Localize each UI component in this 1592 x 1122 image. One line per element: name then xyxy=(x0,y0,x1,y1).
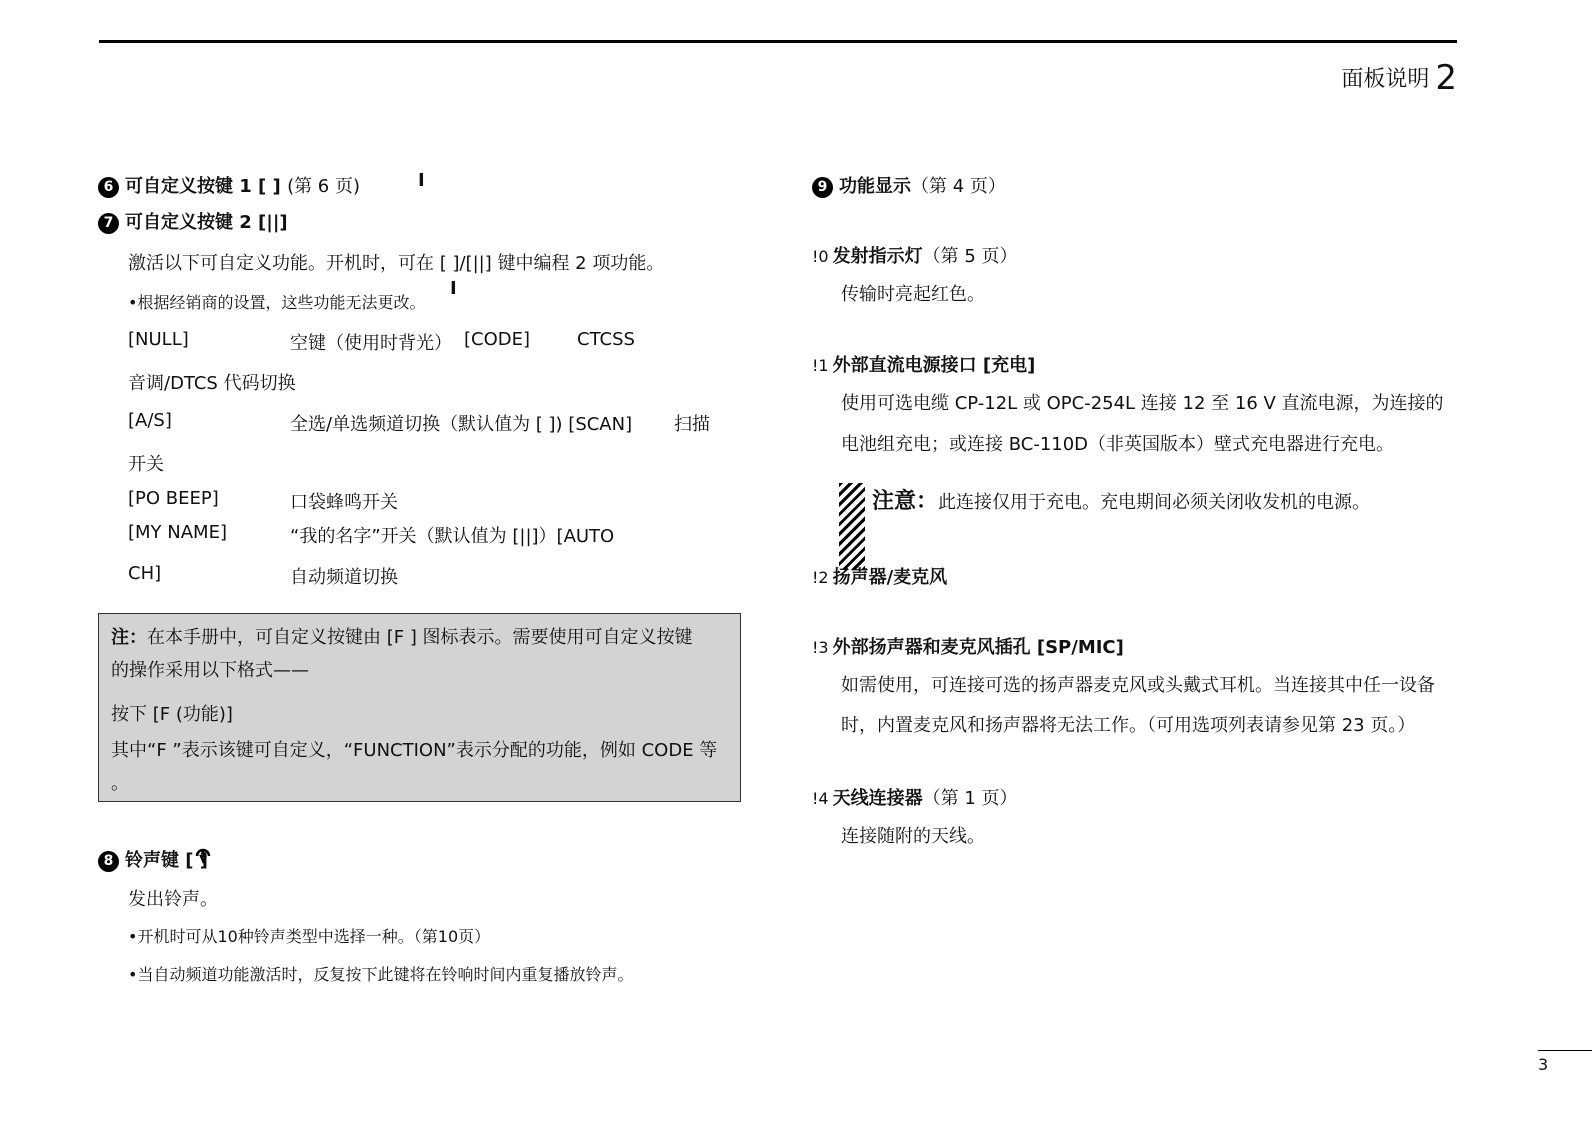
section-10-body: 传输时亮起红色。 xyxy=(841,284,985,305)
key-as: [A/S] xyxy=(128,410,172,431)
page-number: 3 xyxy=(1538,1055,1549,1074)
heading-6-title: 可自定义按键 1 [ ] xyxy=(125,176,281,197)
heading-8-title: 铃声键 [ ] xyxy=(125,850,208,871)
glyph-bar: I xyxy=(418,170,425,191)
section-8-bullet-2: •当自动频道功能激活时，反复按下此键将在铃响时间内重复播放铃声。 xyxy=(128,965,634,984)
key-ch: CH] xyxy=(128,563,162,584)
section-13-line-1: 如需使用，可连接可选的扬声器麦克风或头戴式耳机。当连接其中任一设备 xyxy=(841,675,1435,696)
heading-13-title: 外部扬声器和麦克风插孔 [SP/MIC] xyxy=(832,637,1124,658)
bell-icon xyxy=(193,846,213,866)
key-pobeep: [PO BEEP] xyxy=(128,488,219,509)
item-number-13: !3 xyxy=(812,638,829,657)
section-7-intro: 激活以下可自定义功能。开机时，可在 [ ]/[||] 键中编程 2 项功能。 xyxy=(128,253,665,274)
item-number-14: !4 xyxy=(812,789,829,808)
note-line-1 xyxy=(111,623,693,649)
heading-10 xyxy=(812,242,1018,268)
heading-10-title: 发射指示灯 xyxy=(832,246,923,267)
key-code: [CODE] xyxy=(464,329,531,350)
key-pobeep-desc: 口袋蜂鸣开关 xyxy=(290,492,398,513)
warning-text: 此连接仅用于充电。充电期间必须关闭收发机的电源。 xyxy=(938,492,1371,513)
key-null-desc: 空键（使用时背光） xyxy=(290,333,452,354)
note-line-5: 。 xyxy=(111,773,129,794)
note-line-1-text: 在本手册中，可自定义按键由 [F ] 图标表示。需要使用可自定义按键 xyxy=(147,627,693,648)
key-code-desc: CTCSS xyxy=(577,329,635,350)
key-myname-desc: “我的名字”开关（默认值为 [||]）[AUTO xyxy=(290,526,615,547)
heading-14-ref: （第 1 页） xyxy=(922,788,1018,809)
page-header xyxy=(1341,58,1457,98)
heading-12-title: 扬声器/麦克风 xyxy=(832,567,948,588)
item-number-9: 9 xyxy=(812,177,833,198)
heading-12 xyxy=(812,563,947,589)
warning xyxy=(872,484,1370,515)
section-11-line-1: 使用可选电缆 CP-12L 或 OPC-254L 连接 12 至 16 V 直流电源，为连接的 xyxy=(841,393,1444,414)
key-scan-cont: 开关 xyxy=(128,454,164,475)
key-code-cont: 音调/DTCS 代码切换 xyxy=(128,373,296,394)
section-8-body: 发出铃声。 xyxy=(128,889,218,910)
key-null: [NULL] xyxy=(128,329,189,350)
key-myname: [MY NAME] xyxy=(128,522,227,543)
section-11-line-2: 电池组充电；或连接 BC-110D（非英国版本）壁式充电器进行充电。 xyxy=(841,434,1395,455)
note-line-4: 其中“F ”表示该键可自定义，“FUNCTION”表示分配的功能，例如 CODE 等 xyxy=(111,740,718,761)
note-line-3: 按下 [F (功能)] xyxy=(111,704,233,725)
heading-9-ref: （第 4 页） xyxy=(911,176,1006,197)
heading-6-ref: (第 6 页) xyxy=(287,176,361,197)
note-label: 注： xyxy=(111,627,147,648)
header-title: 面板说明 xyxy=(1341,67,1430,92)
heading-7 xyxy=(98,208,288,234)
warning-hatch-icon xyxy=(839,483,865,570)
heading-6 xyxy=(98,172,360,198)
warning-label: 注意： xyxy=(872,489,939,514)
key-ch-desc: 自动频道切换 xyxy=(290,567,398,588)
note-line-2: 的操作采用以下格式—— xyxy=(111,660,309,681)
glyph-bar-2: I xyxy=(450,278,457,299)
heading-10-ref: （第 5 页） xyxy=(922,246,1018,267)
heading-8 xyxy=(98,846,208,872)
key-as-desc: 全选/单选频道切换（默认值为 [ ]) [SCAN] xyxy=(290,414,633,435)
heading-11-title: 外部直流电源接口 [充电] xyxy=(832,355,1036,376)
section-7-bullet: •根据经销商的设置，这些功能无法更改。 xyxy=(128,293,426,312)
heading-13 xyxy=(812,633,1124,659)
section-13-line-2: 时，内置麦克风和扬声器将无法工作。（可用选项列表请参见第 23 页。） xyxy=(841,715,1416,736)
item-number-8: 8 xyxy=(98,851,119,872)
item-number-11: !1 xyxy=(812,356,829,375)
item-number-12: !2 xyxy=(812,568,829,587)
item-number-10: !0 xyxy=(812,247,829,266)
key-scan-desc: 扫描 xyxy=(674,414,710,435)
heading-9 xyxy=(812,172,1006,198)
heading-9-title: 功能显示 xyxy=(839,176,911,197)
heading-14 xyxy=(812,784,1018,810)
section-14-body: 连接随附的天线。 xyxy=(841,826,985,847)
note-box xyxy=(98,613,741,802)
item-number-6: 6 xyxy=(98,177,119,198)
item-number-7: 7 xyxy=(98,213,119,234)
section-8-bullet-1: •开机时可从10种铃声类型中选择一种。（第10页） xyxy=(128,927,491,946)
heading-11 xyxy=(812,351,1035,377)
heading-7-title: 可自定义按键 2 [||] xyxy=(125,212,288,233)
chapter-number: 2 xyxy=(1435,58,1457,98)
footer-rule xyxy=(1538,1050,1592,1051)
top-rule xyxy=(99,40,1457,43)
heading-14-title: 天线连接器 xyxy=(832,788,923,809)
